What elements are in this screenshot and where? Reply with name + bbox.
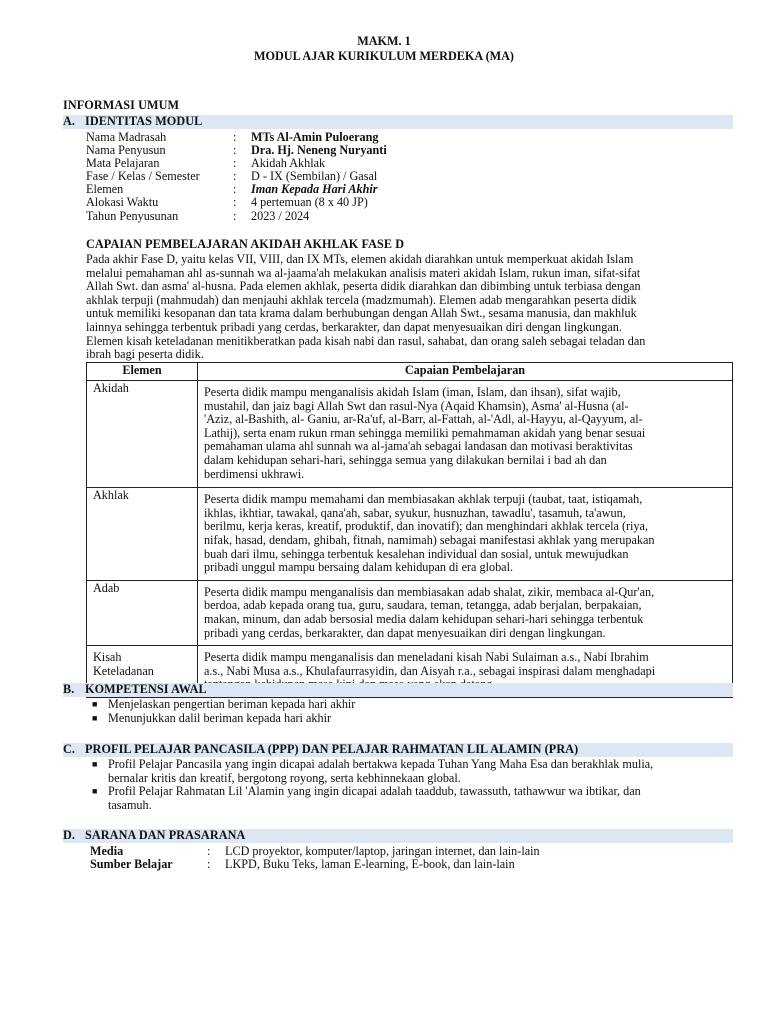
identitas-key: Nama Madrasah: [86, 130, 167, 144]
cell-line: mustahil, dan jaiz bagi Allah Swt dan rasul-Nya (Aqaid Khamsin), Asma' al-Husna (al-: [204, 398, 629, 413]
cell-line: pribadi yang cerdas, berkarakter, dan dapat menyesuaikan diri dengan lingkungan.: [204, 625, 606, 640]
section-c-title: PROFIL PELAJAR PANCASILA (PPP) DAN PELAJAR RAHMATAN LIL ALAMIN (PRA): [85, 742, 579, 756]
colon: :: [233, 156, 237, 171]
bullet-icon: ■: [92, 786, 98, 797]
section-c-heading: [63, 743, 733, 757]
table-row: [87, 580, 733, 645]
cell-line: Peserta didik mampu memahami dan membiasakan akhlak terpuji (taubat, taat, istiqamah,: [204, 492, 643, 507]
cell-line: berilmu, kerja keras, kreatif, produktif, dan inovatif); dan menghindari akhlak tercela (riya,: [204, 519, 648, 534]
capaian-paragraph: [86, 253, 732, 362]
colon: :: [207, 857, 211, 872]
colon: :: [233, 143, 237, 158]
capaian-cell: [198, 488, 733, 581]
capaian-table: [86, 362, 733, 698]
bullet-icon: ■: [92, 699, 98, 709]
paragraph-line: Allah Swt. dan asma' al-husna. Pada elemen akhlak, peserta didik diarahkan dan dibimbing untuk terbiasa dengan: [86, 279, 641, 294]
identitas-key: Alokasi Waktu: [86, 195, 159, 210]
list-item: [92, 785, 732, 812]
paragraph-line: Pada akhir Fase D, yaitu kelas VII, VIII, dan IX MTs, elemen akidah diarahkan untuk memperkuat akidah Islam: [86, 252, 634, 266]
cell-line: Peserta didik mampu menganalisis akidah Islam (iman, Islam, dan ihsan), sifat wajib,: [204, 385, 621, 399]
list-item-line: Profil Pelajar Pancasila yang ingin dicapai adalah bertakwa kepada Tuhan Yang Maha Esa dan berakhlak mulia,: [108, 757, 654, 771]
table-row: [87, 488, 733, 581]
cell-line: buah dari ilmu, sehingga terbentuk kesalehan individual dan sosial, untuk mewujudkan: [204, 546, 629, 561]
cell-line: Peserta didik mampu menganalisis dan meneladani kisah Nabi Sulaiman a.s., Nabi Ibrahim: [204, 650, 649, 665]
identitas-value: 4 pertemuan (8 x 40 JP): [251, 195, 368, 210]
identitas-row: [86, 170, 726, 183]
informasi-umum-heading: INFORMASI UMUM: [63, 98, 180, 112]
bullet-icon: ■: [92, 759, 98, 769]
list-item-text: Menjelaskan pengertian beriman kepada hari akhir: [108, 697, 356, 711]
paragraph-line: ibrah bagi peserta didik.: [86, 347, 204, 362]
colon: :: [207, 844, 211, 858]
identitas-value: 2023 / 2024: [251, 208, 310, 223]
list-item-text: [108, 758, 732, 785]
colon: :: [233, 130, 237, 144]
cell-line: Lathij), serta enam rukun rman sehingga memiliki pemahmaman akidah yang benar sesuai: [204, 425, 646, 440]
elemen-line: Keteladanan: [93, 663, 154, 678]
identitas-value: MTs Al-Amin Puloerang: [251, 130, 379, 144]
identitas-row: [86, 131, 726, 144]
list-item-text: Menunjukkan dalil beriman kepada hari akhir: [108, 710, 332, 725]
identitas-key: Nama Penyusun: [86, 143, 166, 158]
colon: :: [233, 182, 237, 197]
capaian-heading: CAPAIAN PEMBELAJARAN AKIDAH AKHLAK FASE D: [86, 237, 405, 251]
identitas-row: [86, 196, 726, 209]
document-code: MAKM. 1: [357, 34, 411, 48]
identitas-value: D - IX (Sembilan) / Gasal: [251, 169, 378, 184]
cell-line: pemahaman ulama ahl sunnah wa al-jama'ah sebagai landasan dan motivasi beraktivitas: [204, 439, 633, 454]
list-item-line: tasamuh.: [108, 797, 152, 812]
elemen-cell: Akidah: [87, 381, 198, 488]
section-b-heading: [63, 683, 733, 697]
identitas-key: Fase / Kelas / Semester: [86, 169, 200, 184]
document-title: MODUL AJAR KURIKULUM MERDEKA (MA): [254, 49, 514, 63]
section-d-letter: D.: [63, 828, 76, 842]
paragraph-line: melalui pemahaman ahl as-sunnah wa al-jaama'ah melakukan analisis materi akidah Islam, rukun iman, sifat-sifat: [86, 265, 641, 280]
section-a-heading: [63, 115, 733, 129]
identitas-key: Mata Pelajaran: [86, 156, 160, 171]
paragraph-line: akhlak terpuji (mahmudah) dan menjauhi akhlak tercela (madzmumah). Elemen adab mengarahkan peserta didik: [86, 292, 637, 307]
identitas-value: Iman Kepada Hari Akhir: [251, 182, 378, 197]
bullet-icon: ■: [92, 712, 98, 723]
cell-line: berdimensi ukhrawi.: [204, 466, 305, 481]
identitas-value: Dra. Hj. Neneng Nuryanti: [251, 143, 387, 158]
list-item-line: bernalar kritis dan kreatif, bergotong royong, serta kebhinnekaan global.: [108, 770, 461, 785]
sarana-row: [90, 845, 730, 858]
section-d-title: SARANA DAN PRASARANA: [85, 828, 246, 842]
list-item: [92, 758, 732, 785]
cell-line: berdoa, adab kepada orang tua, guru, saudara, teman, tetangga, adab berjalan, berpakaian,: [204, 598, 642, 613]
cell-line: Peserta didik mampu menganalisis dan membiasakan adab shalat, zikir, membaca al-Qur'an,: [204, 584, 655, 599]
elemen-cell: Adab: [87, 580, 198, 645]
identitas-key: Tahun Penyusunan: [86, 208, 179, 223]
identitas-value: Akidah Akhlak: [251, 156, 326, 171]
colon: :: [233, 195, 237, 210]
sarana-value: LKPD, Buku Teks, laman E-learning, E-book, dan lain-lain: [225, 857, 515, 872]
list-item: [92, 698, 732, 712]
sarana-key: Sumber Belajar: [90, 857, 173, 872]
capaian-cell: [198, 580, 733, 645]
cell-line: dalam kehidupan sehari-hari, sehingga semua yang dilakukan bernilai i bad ah dan: [204, 452, 607, 467]
cell-line: pribadi unggul mampu bersaing dalam kehidupan di era global.: [204, 560, 514, 575]
sarana-table: [90, 845, 730, 872]
capaian-cell: [198, 381, 733, 488]
colon: :: [233, 208, 237, 223]
cell-line: nifak, hasad, dendam, ghibah, fitnah, namimah) sebagai manifestasi akhlak yang merupakan: [204, 532, 655, 547]
section-b-letter: B.: [63, 682, 75, 696]
kompetensi-list: [92, 698, 732, 725]
identitas-row: [86, 144, 726, 157]
table-row: [87, 381, 733, 488]
elemen-cell: Akhlak: [87, 488, 198, 581]
sarana-key: Media: [90, 844, 124, 858]
cell-line: makan, minum, dan adab bersosial media dalam kehidupan sehari-hari sehingga terbentuk: [204, 611, 644, 626]
sarana-value: LCD proyektor, komputer/laptop, jaringan internet, dan lain-lain: [225, 844, 540, 858]
section-d-heading: [63, 829, 733, 843]
sarana-row: [90, 858, 730, 871]
identitas-row: [86, 210, 726, 223]
column-header-elemen: Elemen: [87, 363, 198, 381]
list-item: [92, 712, 732, 726]
profil-list: [92, 758, 732, 812]
column-header-capaian: Capaian Pembelajaran: [198, 363, 733, 381]
section-c-letter: C.: [63, 742, 76, 756]
cell-line: a.s., Nabi Musa a.s., Khulafaurrasyidin, dan Aisyah r.a., sebagai inspirasi dalam menghadapi: [204, 663, 656, 678]
list-item-line: Profil Pelajar Rahmatan Lil 'Alamin yang ingin dicapai adalah taaddub, tawassuth, tathawwur wa ibtikar, dan: [108, 784, 641, 799]
paragraph-line: lainnya sehingga terbentuk pribadi yang cerdas, berkarakter, dan dapat menyesuaikan diri dengan lingkungan.: [86, 319, 622, 334]
elemen-line: Kisah: [93, 650, 122, 665]
list-item-text: [108, 785, 732, 812]
identitas-row: [86, 183, 726, 196]
identitas-table: [86, 131, 726, 223]
cell-line: ikhlas, ikhtiar, tawakal, qana'ah, sabar, syukur, husnuzhan, tawadlu', tasamuh, ta'awun,: [204, 505, 626, 520]
section-a-title: IDENTITAS MODUL: [85, 114, 203, 128]
section-a-letter: A.: [63, 114, 76, 128]
paragraph-line: untuk memiliki kesopanan dan tata krama dalam berhubungan dengan Allah Swt., sesama manusia, dan makhluk: [86, 306, 637, 321]
cell-line: 'Aziz, al-Bashith, al- Ganiu, ar-Ra'uf, al-Barr, al-Fattah, al-'Adl, al-Hayyu, al-Qayyum, al-: [204, 412, 643, 427]
paragraph-line: Elemen kisah keteladanan menitikberatkan pada kisah nabi dan rasul, sahabat, dan orang saleh sebagai teladan dan: [86, 333, 646, 348]
section-b-title: KOMPETENSI AWAL: [85, 682, 207, 696]
identitas-key: Elemen: [86, 182, 124, 197]
table-header-row: [87, 363, 733, 381]
colon: :: [233, 169, 237, 184]
